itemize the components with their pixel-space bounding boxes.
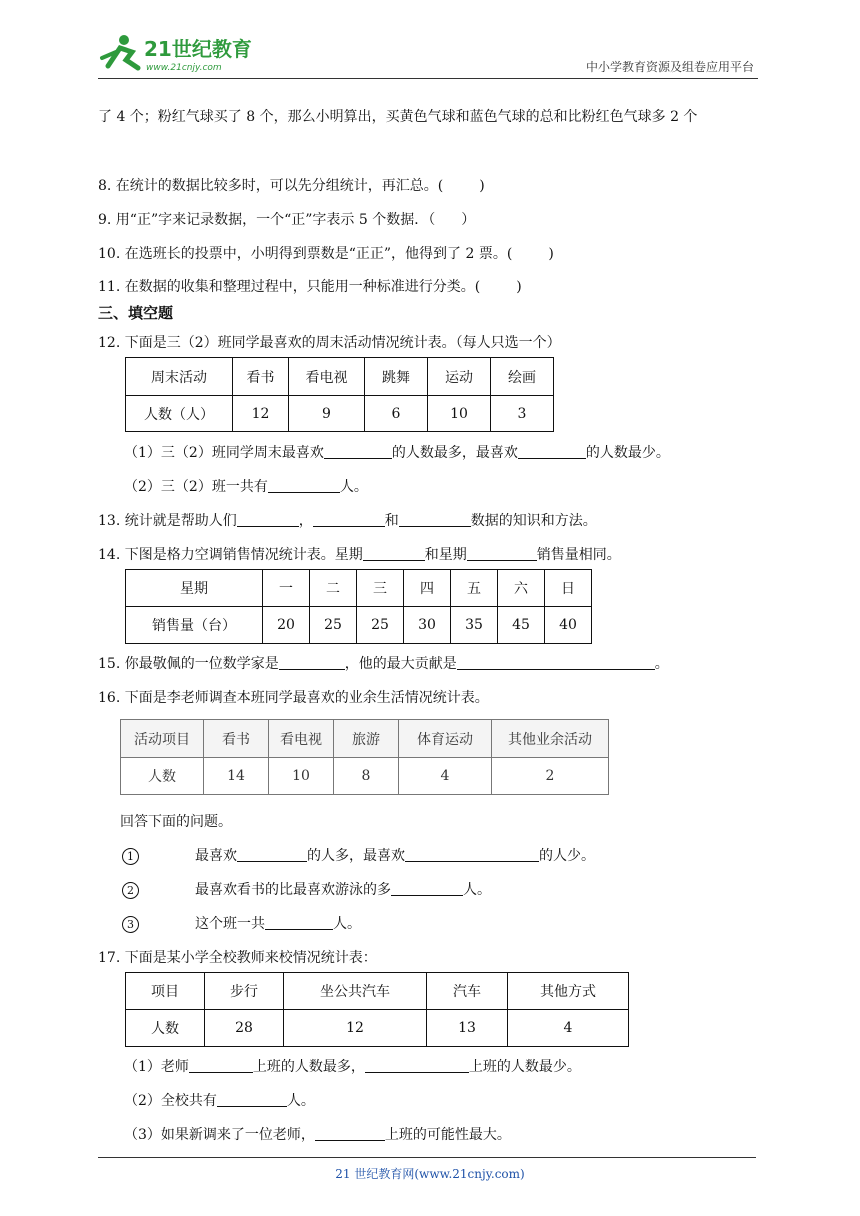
- table-cell: 汽车: [427, 973, 508, 1010]
- answer-blank[interactable]: [399, 512, 471, 527]
- table-cell: 40: [545, 607, 592, 644]
- table-cell: 25: [310, 607, 357, 644]
- answer-blank[interactable]: [237, 512, 299, 527]
- question-8: 8. 在统计的数据比较多时，可以先分组统计，再汇总。( ): [98, 178, 485, 194]
- table-cell: 坐公共汽车: [284, 973, 427, 1010]
- question-12: 12. 下面是三（2）班同学最喜欢的周末活动情况统计表。（每人只选一个）: [98, 335, 561, 351]
- table-cell: 10: [428, 396, 491, 432]
- page-footer: 21 世纪教育网(www.21cnjy.com): [335, 1167, 525, 1181]
- table-cell: 4: [399, 758, 492, 795]
- answer-blank[interactable]: [315, 1126, 385, 1141]
- svg-text:21世纪教育: 21世纪教育: [144, 37, 252, 61]
- table-cell: 销售量（台）: [126, 607, 263, 644]
- table-cell: 四: [404, 570, 451, 607]
- answer-blank[interactable]: [324, 444, 392, 459]
- question-12-part-1: （1）三（2）班同学周末最喜欢 的人数最多，最喜欢 的人数最少。: [124, 445, 670, 461]
- table-cell: 星期: [126, 570, 263, 607]
- table-cell: 10: [269, 758, 334, 795]
- table-cell: 周末活动: [126, 358, 233, 396]
- answer-blank[interactable]: [518, 444, 586, 459]
- answer-blank[interactable]: [217, 1092, 287, 1107]
- table-cell: 旅游: [334, 720, 399, 758]
- table-cell: 12: [284, 1010, 427, 1047]
- table-cell: 看电视: [289, 358, 365, 396]
- table-cell: 五: [451, 570, 498, 607]
- table-cell: 三: [357, 570, 404, 607]
- section-heading: 三、填空题: [98, 304, 174, 322]
- table-cell: 8: [334, 758, 399, 795]
- table-cell: 9: [289, 396, 365, 432]
- answer-blank[interactable]: [405, 847, 539, 862]
- question-17: 17. 下面是某小学全校教师来校情况统计表：: [98, 950, 377, 966]
- question-16-part-1: 1 最喜欢 的人多，最喜欢 的人少。: [122, 845, 595, 865]
- table-cell: 一: [263, 570, 310, 607]
- question-14: 14. 下图是格力空调销售情况统计表。星期 和星期 销售量相同。: [98, 547, 621, 563]
- question-7-continuation: 了 4 个；粉红气球买了 8 个，那么小明算出，买黄色气球和蓝色气球的总和比粉红色气球多 2 个: [98, 109, 698, 125]
- question-11: 11. 在数据的收集和整理过程中，只能用一种标准进行分类。( ): [98, 279, 522, 295]
- answer-blank[interactable]: [237, 847, 307, 862]
- table-cell: 4: [508, 1010, 629, 1047]
- table-cell: 其他方式: [508, 973, 629, 1010]
- circled-number: 3: [122, 916, 139, 933]
- table-cell: 其他业余活动: [492, 720, 609, 758]
- question-10: 10. 在选班长的投票中，小明得到票数是“正正”，他得到了 2 票。( ): [98, 246, 554, 262]
- question-13: 13. 统计就是帮助人们 ， 和 数据的知识和方法。: [98, 513, 597, 529]
- question-16: 16. 下面是李老师调查本班同学最喜欢的业余生活情况统计表。: [98, 690, 489, 706]
- table-cell: 35: [451, 607, 498, 644]
- table-cell: 步行: [205, 973, 284, 1010]
- table-cell: 6: [365, 396, 428, 432]
- table-cell: 活动项目: [121, 720, 204, 758]
- table-cell: 日: [545, 570, 592, 607]
- table-leisure-activities: [120, 719, 609, 795]
- table-cell: 运动: [428, 358, 491, 396]
- svg-text:www.21cnjy.com: www.21cnjy.com: [146, 63, 222, 73]
- table-cell: 12: [233, 396, 289, 432]
- table-cell: 人数（人）: [126, 396, 233, 432]
- question-12-part-2: （2）三（2）班一共有 人。: [124, 479, 368, 495]
- platform-name: 中小学教育资源及组卷应用平台: [585, 60, 754, 74]
- answer-blank[interactable]: [457, 655, 655, 670]
- table-cell: 看电视: [269, 720, 334, 758]
- table-ac-sales: [125, 569, 592, 644]
- table-cell: 28: [205, 1010, 284, 1047]
- table-cell: 看书: [233, 358, 289, 396]
- question-16-part-2: 2 最喜欢看书的比最喜欢游泳的多 人。: [122, 879, 491, 899]
- table-cell: 绘画: [491, 358, 554, 396]
- table-cell: 人数: [121, 758, 204, 795]
- table-cell: 人数: [126, 1010, 205, 1047]
- answer-blank[interactable]: [391, 881, 463, 896]
- table-cell: 45: [498, 607, 545, 644]
- table-cell: 项目: [126, 973, 205, 1010]
- page-header: [98, 30, 758, 79]
- table-cell: 3: [491, 396, 554, 432]
- table-cell: 体育运动: [399, 720, 492, 758]
- table-cell: 13: [427, 1010, 508, 1047]
- circled-number: 2: [122, 882, 139, 899]
- site-logo: [98, 30, 268, 76]
- answer-blank[interactable]: [363, 546, 425, 561]
- question-17-part-3: （3）如果新调来了一位老师， 上班的可能性最大。: [124, 1127, 511, 1143]
- table-cell: 2: [492, 758, 609, 795]
- answer-blank[interactable]: [365, 1058, 469, 1073]
- answer-blank[interactable]: [268, 478, 340, 493]
- table-cell: 20: [263, 607, 310, 644]
- table-cell: 25: [357, 607, 404, 644]
- table-cell: 六: [498, 570, 545, 607]
- table-cell: 14: [204, 758, 269, 795]
- table-cell: 30: [404, 607, 451, 644]
- answer-blank[interactable]: [189, 1058, 253, 1073]
- answer-blank[interactable]: [467, 546, 537, 561]
- question-16-part-3: 3 这个班一共 人。: [122, 913, 361, 933]
- answer-blank[interactable]: [279, 655, 345, 670]
- question-17-part-1: （1）老师 上班的人数最多， 上班的人数最少。: [124, 1059, 581, 1075]
- table-weekend-activities: [125, 357, 554, 432]
- footer-divider: [98, 1157, 756, 1158]
- question-16-intro: 回答下面的问题。: [120, 814, 232, 830]
- table-cell: 二: [310, 570, 357, 607]
- question-17-part-2: （2）全校共有 人。: [124, 1093, 315, 1109]
- table-cell: 看书: [204, 720, 269, 758]
- question-15: 15. 你最敬佩的一位数学家是 ，他的最大贡献是 。: [98, 656, 669, 672]
- table-cell: 跳舞: [365, 358, 428, 396]
- question-9: 9. 用“正”字来记录数据，一个“正”字表示 5 个数据．（ ）: [98, 212, 476, 228]
- answer-blank[interactable]: [265, 915, 333, 930]
- circled-number: 1: [122, 848, 139, 865]
- answer-blank[interactable]: [313, 512, 385, 527]
- table-teacher-commute: [125, 972, 629, 1047]
